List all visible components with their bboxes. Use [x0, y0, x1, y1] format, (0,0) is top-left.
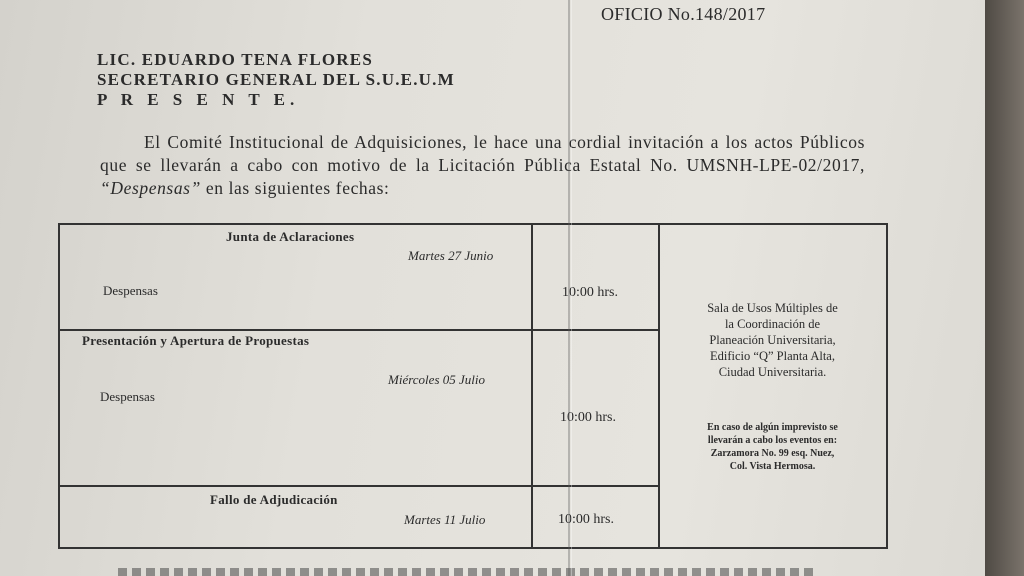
table-border-top: [58, 223, 888, 225]
background-surface: [985, 0, 1024, 576]
body-quoted: “Despensas”: [100, 178, 201, 198]
addressee-title: SECRETARIO GENERAL DEL S.U.E.U.M: [97, 70, 455, 89]
event-time-2: 10:00 hrs.: [560, 410, 616, 425]
event-item-2: Despensas: [100, 389, 155, 404]
location-line-1: Sala de Usos Múltiples de: [707, 301, 838, 315]
event-item-1: Despensas: [103, 283, 158, 298]
location-line-2: la Coordinación de: [724, 317, 821, 331]
body-part1: El Comité Institucional de Adquisiciones, le hace una cordial invitación a los actos Públicos que se llevarán a cabo con motivo de la Licitación Pública Estatal No. UMSNH-LPE-02/2017,: [100, 132, 865, 175]
table-border-bottom: [531, 547, 888, 549]
table-divider-col1: [531, 223, 533, 549]
event-title-3: Fallo de Adjudicación: [210, 492, 338, 507]
paper-fold-highlight: [571, 0, 572, 576]
addressee-block: [97, 50, 455, 110]
table-border-bottom-left: [58, 547, 531, 549]
table-border-left: [58, 223, 60, 549]
event-date-3: Martes 11 Julio: [404, 512, 486, 527]
cropped-text-line: [118, 568, 818, 576]
location-line-3: Planeación Universitaria,: [709, 333, 836, 347]
note-line-1: En caso de algún imprevisto se: [707, 422, 838, 433]
event-time-1: 10:00 hrs.: [562, 285, 618, 300]
paper-fold-line: [568, 0, 570, 576]
location-line-5: Ciudad Universitaria.: [718, 365, 827, 379]
note-line-4: Col. Vista Hermosa.: [729, 461, 816, 472]
invitation-paragraph: [100, 131, 865, 200]
note-line-3: Zarzamora No. 99 esq. Nuez,: [710, 448, 835, 459]
body-part2: en las siguientes fechas:: [200, 178, 390, 198]
event-time-3: 10:00 hrs.: [558, 512, 614, 527]
contingency-note: [665, 421, 880, 473]
table-border-right: [886, 223, 888, 549]
schedule-table: [58, 223, 888, 549]
oficio-number: OFICIO No.148/2017: [601, 4, 766, 24]
location-block: [665, 300, 880, 380]
event-title-2: Presentación y Apertura de Propuestas: [82, 333, 310, 348]
addressee-presente: P R E S E N T E.: [97, 90, 300, 109]
table-divider-col2: [658, 223, 660, 549]
event-date-1: Martes 27 Junio: [408, 248, 494, 263]
event-date-2: Miércoles 05 Julio: [388, 372, 485, 387]
location-line-4: Edificio “Q” Planta Alta,: [710, 349, 835, 363]
addressee-name: LIC. EDUARDO TENA FLORES: [97, 50, 373, 69]
note-line-2: llevarán a cabo los eventos en:: [707, 435, 838, 446]
event-title-1: Junta de Aclaraciones: [226, 229, 355, 244]
